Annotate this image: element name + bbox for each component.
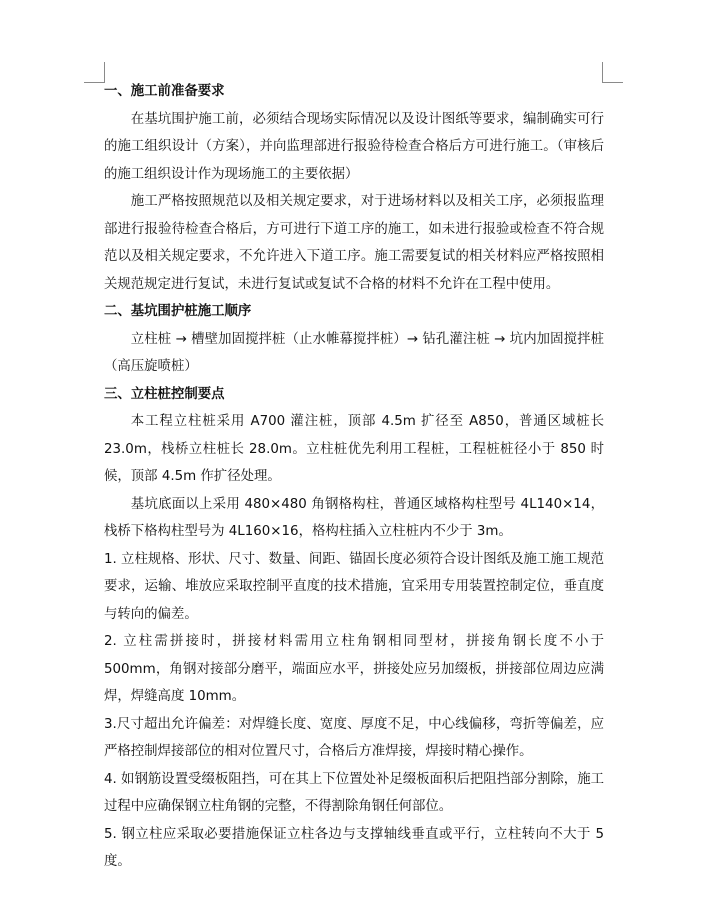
section3-paragraph-2: 基坑底面以上采用 480×480 角钢格构柱，普通区域格构柱型号 4L140×14，栈桥下格构柱型号为 4L160×16，格构柱插入立柱桩内不少于 3m。 [104,496,604,539]
section-heading-3: 三、立柱桩控制要点 [104,386,225,402]
section3-paragraph-1: 本工程立柱桩采用 A700 灌注桩，顶部 4.5m 扩径至 A850，普通区域桩长 23.0m，栈桥立柱桩长 28.0m。立柱桩优先利用工程桩，工程桩桩径小于 850 时候，顶部 4.5m 作扩径处理。 [104,414,604,484]
section1-paragraph-1: 在基坑围护施工前，必须结合现场实际情况以及设计图纸等要求，编制确实可行的施工组织设计（方案），并向监理部进行报验待检查合格后方可进行施工。（审核后的施工组织设计作为现场施工的主要依据） [104,111,604,182]
margin-corner-mark-top-left [84,62,105,83]
section1-paragraph-2: 施工严格按照规范以及相关规定要求，对于进场材料以及相关工序，必须报监理部进行报验待检查合格后，方可进行下道工序的施工，如未进行报验或检查不符合规范以及相关规定要求，不允许进入下道工序。施工需要复试的相关材料应严格按照相关规范规定进行复试，未进行复试或复试不合格的材料不允许在工程中使用。 [104,194,604,292]
list-item-2: 2. 立柱需拼接时，拼接材料需用立柱角钢相同型材，拼接角钢长度不小于 500mm，角钢对接部分磨平，端面应水平，拼接处应另加缀板，拼接部位周边应满焊，焊缝高度 10mm。 [104,634,604,704]
list-item-4: 4. 如钢筋设置受缀板阻挡，可在其上下位置处补足缀板面积后把阻挡部分割除，施工过程中应确保钢立柱角钢的完整，不得割除角钢任何部位。 [104,771,604,814]
list-item-5: 5. 钢立柱应采取必要措施保证立柱各边与支撑轴线垂直或平行，立柱转向不大于 5 度。 [104,826,604,869]
document-body [104,78,604,876]
section2-paragraph-1: 立柱桩 → 槽壁加固搅拌桩（止水帷幕搅拌桩）→ 钻孔灌注桩 → 坑内加固搅拌桩（高压旋喷桩） [104,331,604,374]
list-item-3: 3.尺寸超出允许偏差：对焊缝长度、宽度、厚度不足，中心线偏移，弯折等偏差，应严格控制焊接部位的相对位置尺寸，合格后方准焊接，焊接时精心操作。 [104,716,604,759]
section-heading-2: 二、基坑围护桩施工顺序 [104,304,252,319]
margin-corner-mark-top-right [602,62,623,83]
section-heading-1: 一、施工前准备要求 [104,84,225,99]
list-item-1: 1. 立柱规格、形状、尺寸、数量、间距、锚固长度必须符合设计图纸及施工施工规范要求，运输、堆放应采取控制平直度的技术措施，宜采用专用装置控制定位，垂直度与转向的偏差。 [104,551,604,622]
